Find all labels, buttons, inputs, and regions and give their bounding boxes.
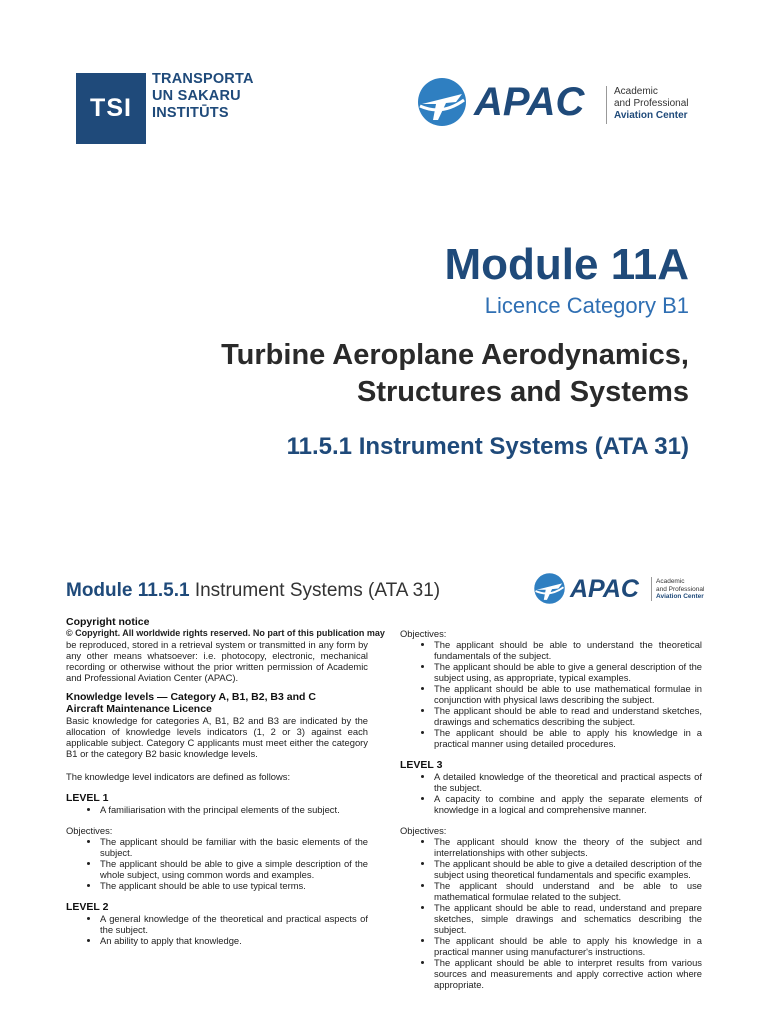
copyright-title: Copyright notice: [66, 616, 150, 628]
level2-list: [66, 913, 368, 946]
page-module-title: Instrument Systems (ATA 31): [189, 580, 441, 601]
tsi-logo-line: INSTITŪTS: [152, 105, 229, 121]
list-item: • The applicant should be able to give a detailed description of the subject using theoretical fundamentals and specific examples.: [434, 858, 702, 880]
level1-objectives-list: [66, 836, 368, 891]
objectives-label: Objectives:: [400, 628, 447, 639]
apac-sub-line: Academic: [656, 578, 685, 585]
apac-plane-icon: [416, 76, 468, 128]
apac-sub-line: [656, 593, 704, 601]
module-title: Module 11A: [444, 240, 689, 289]
apac-logo-word: APAC: [474, 80, 585, 124]
list-item: • An ability to apply that knowledge.: [100, 935, 368, 946]
apac-sub-line: Academic: [614, 86, 658, 97]
level1-title: LEVEL 1: [66, 792, 109, 804]
page-module-heading: [66, 580, 440, 602]
list-item: • The applicant should know the theory of the subject and interrelationships with other subjects.: [434, 836, 702, 858]
list-item: • The applicant should be able to interpret results from various sources and measurements and apply corrective action where appropriate.: [434, 957, 702, 990]
copyright-body: be reproduced, stored in a retrieval system or transmitted in any form by any other means whatsoever: i.e. photocopy, electronic, mechanical recording or otherwise without the prior written permission of Academic and Professional Aviation Center (APAC).: [66, 639, 368, 683]
list-item: • The applicant should be able to read, understand and prepare sketches, simple drawings and schematics describing the subject.: [434, 902, 702, 935]
list-item: • The applicant should be familiar with the basic elements of the subject.: [100, 836, 368, 858]
apac-logo-word-small: APAC: [570, 575, 639, 603]
knowledge-title-line: Aircraft Maintenance Licence: [66, 703, 212, 715]
level3-title: LEVEL 3: [400, 759, 443, 771]
list-item: • A general knowledge of the theoretical and practical aspects of the subject.: [100, 913, 368, 935]
copyright-bold-line: © Copyright. All worldwide rights reserved. No part of this publication may: [66, 628, 385, 638]
apac-logo-subtitle-small: [656, 578, 704, 601]
tsi-logo-box: TSI: [76, 73, 146, 144]
subject-title: [221, 337, 689, 411]
list-item: • A capacity to combine and apply the separate elements of knowledge in a logical and comprehensive manner.: [434, 793, 702, 815]
level2-title: LEVEL 2: [66, 901, 109, 913]
tsi-logo-line: TRANSPORTA: [152, 71, 254, 87]
knowledge-title-line: Knowledge levels — Category A, B1, B2, B3 and C: [66, 691, 316, 703]
right-column: [400, 628, 702, 990]
level2-objectives-list: [400, 639, 702, 749]
left-column: [66, 616, 385, 946]
list-item: • The applicant should be able to give a simple description of the whole subject, using common words and examples.: [100, 858, 368, 880]
section-title: 11.5.1 Instrument Systems (ATA 31): [286, 433, 689, 460]
level1-list: [66, 804, 368, 815]
apac-sub-line-bold: Aviation Center: [614, 110, 688, 121]
level3-list: [400, 771, 702, 815]
tsi-logo-text: [152, 71, 254, 122]
apac-logo-divider: [606, 86, 607, 124]
knowledge-body: Basic knowledge for categories A, B1, B2 and B3 are indicated by the allocation of knowledge levels indicators (1, 2 or 3) against each applicable subject. Category C applicants must meet either the category B1 or the category B2 basic knowledge levels.: [66, 715, 368, 759]
apac-sub-line: and Professional: [656, 585, 705, 593]
knowledge-title: [66, 691, 368, 715]
list-item: • A familiarisation with the principal elements of the subject.: [100, 804, 368, 815]
list-item: • The applicant should be able to use mathematical formulae in conjunction with physical laws describing the subject.: [434, 683, 702, 705]
list-item: • The applicant should be able to read and understand sketches, drawings and schematics describing the subject.: [434, 705, 702, 727]
indicators-intro: The knowledge level indicators are defined as follows:: [66, 771, 291, 782]
list-item: • The applicant should be able to understand the theoretical fundamentals of the subject.: [434, 639, 702, 661]
subject-title-line: Turbine Aeroplane Aerodynamics,: [221, 339, 689, 371]
tsi-logo-line: UN SAKARU: [152, 88, 241, 104]
list-item: • The applicant should be able to use typical terms.: [100, 880, 368, 891]
licence-category: Licence Category B1: [484, 293, 689, 318]
list-item: • The applicant should be able to apply his knowledge in a practical manner using detailed procedures.: [434, 727, 702, 749]
objectives-label: Objectives:: [66, 825, 113, 836]
apac-plane-icon-small: [533, 572, 566, 605]
apac-sub-line-bold: Aviation Center: [656, 593, 704, 600]
apac-logo-large: [416, 76, 716, 128]
apac-sub-line: [614, 110, 689, 122]
list-item: • A detailed knowledge of the theoretical and practical aspects of the subject.: [434, 771, 702, 793]
apac-logo-divider-small: [651, 577, 652, 601]
objectives-label: Objectives:: [400, 825, 447, 836]
list-item: • The applicant should be able to apply his knowledge in a practical manner using manufacturer's instructions.: [434, 935, 702, 957]
list-item: • The applicant should understand and be able to use mathematical formulae related to the subject.: [434, 880, 702, 902]
apac-logo-subtitle: [614, 86, 689, 122]
subject-title-line: Structures and Systems: [356, 376, 689, 408]
apac-sub-line: and Professional: [614, 98, 689, 109]
apac-logo-small: [533, 572, 708, 606]
page-module-number: Module 11.5.1: [66, 580, 190, 601]
list-item: • The applicant should be able to give a general description of the subject using, as appropriate, typical examples.: [434, 661, 702, 683]
level3-objectives-list: [400, 836, 702, 990]
